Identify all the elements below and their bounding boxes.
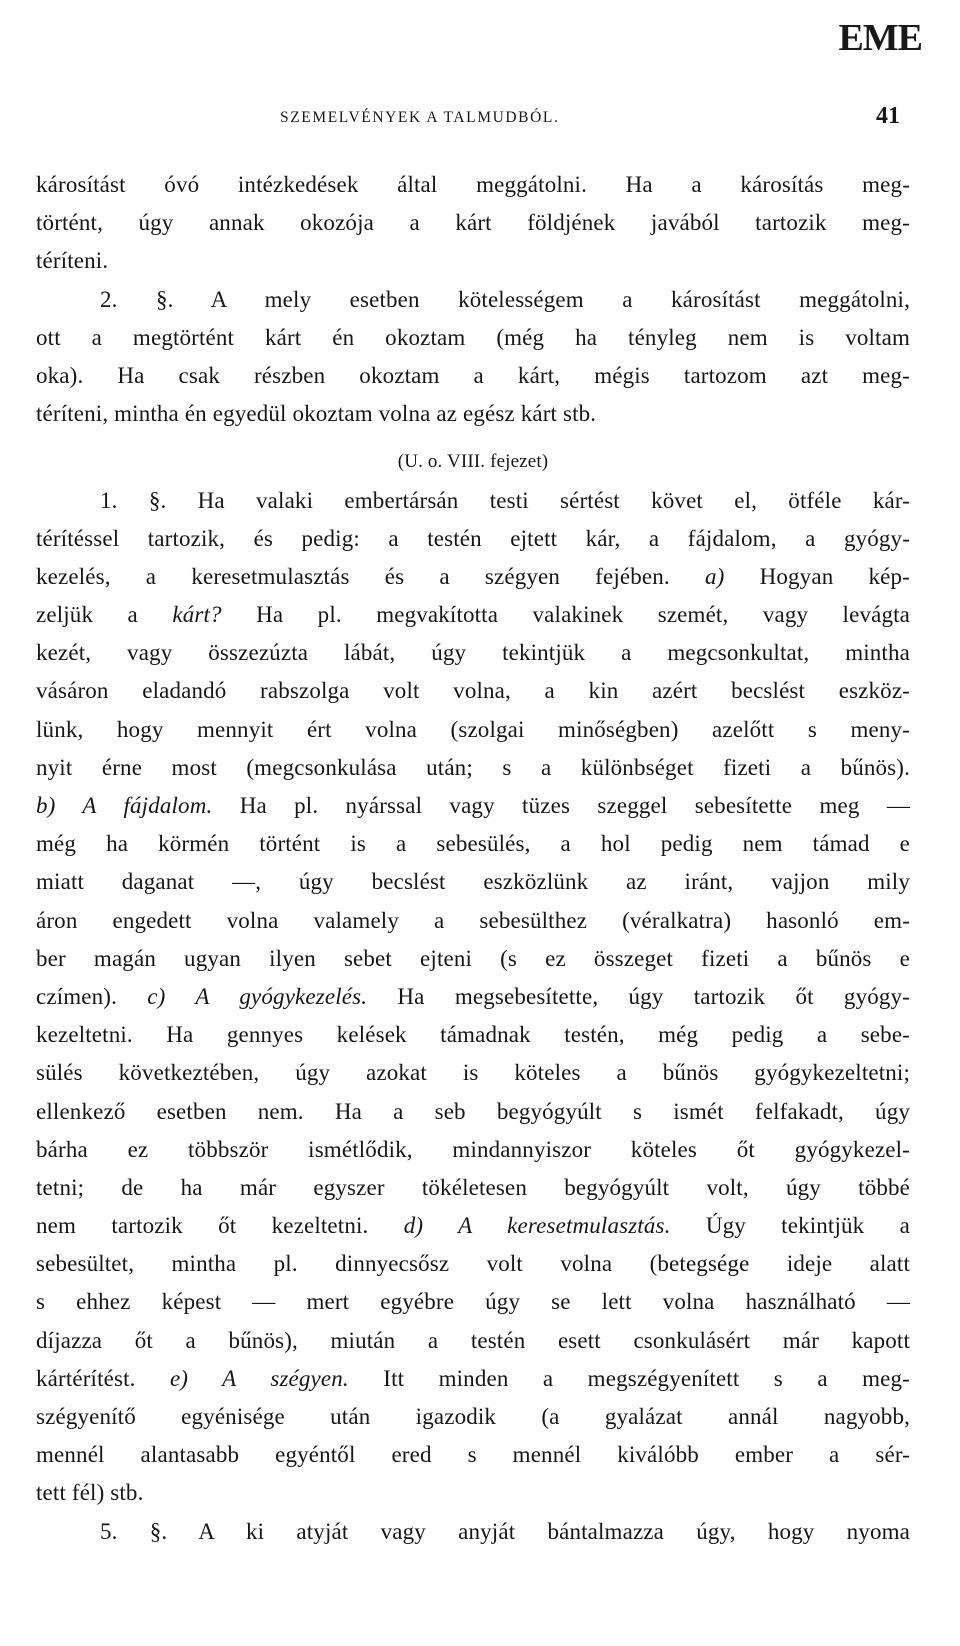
text-line (36, 1207, 910, 1245)
text-line: ellenkező esetben nem. Ha a seb begyógyúlt s ismét felfakadt, úgy (36, 1098, 910, 1124)
body-text (36, 166, 910, 1551)
italic-heading: c) A gyógykezelés. (147, 983, 368, 1009)
text-line (36, 596, 910, 634)
running-title: SZEMELVÉNYEK A TALMUDBÓL. (280, 109, 560, 126)
page-number: 41 (876, 103, 900, 129)
text-line: lünk, hogy mennyit ért volna (szolgai minőségben) azelőtt s meny- (36, 716, 910, 742)
list-marker: a) (704, 563, 725, 589)
line-text: Ha pl. megvakította valakinek szemét, vagy levágta (256, 602, 911, 628)
italic-heading: e) A szégyen. (169, 1365, 349, 1391)
text-line: kezeltetni. Ha gennyes kelések támadnak testén, még pedig a sebe- (36, 1022, 910, 1048)
text-line: s ehhez képest — mert egyébre úgy se lett volna használható — (36, 1289, 910, 1315)
text-line: mennél alantasabb egyéntől ered s mennél kiválóbb ember a sér- (36, 1442, 910, 1468)
source-citation: (U. o. VIII. fejezet) (397, 451, 549, 473)
text-line: téríteni, mintha én egyedül okoztam volna az egész kárt stb. (36, 401, 597, 427)
italic-heading: kárt? (172, 602, 222, 628)
text-line: tett fél) stb. (36, 1480, 144, 1506)
text-line: áron engedett volna valamely a sebesülthez (véralkatra) hasonló em- (36, 907, 910, 933)
text-line: térítéssel tartozik, és pedig: a testén ejtett kár, a fájdalom, a gyógy- (36, 525, 910, 551)
text-line: kezét, vagy összezúzta lábát, úgy tekintjük a megcsonkultat, mintha (36, 640, 910, 666)
text-line: 5. §. A ki atyját vagy anyját bántalmazza úgy, hogy nyoma (100, 1518, 910, 1544)
line-text: Hogyan kép- (759, 563, 910, 589)
text-line: károsítást óvó intézkedések által meggátolni. Ha a károsítás meg- (36, 172, 910, 197)
text-line: vásáron eladandó rabszolga volt volna, a kin azért becslést eszköz- (36, 678, 910, 704)
text-line (36, 558, 910, 596)
text-line: miatt daganat —, úgy becslést eszközlünk az iránt, vajjon mily (36, 869, 910, 895)
line-text: nem tartozik őt kezeltetni. (36, 1213, 369, 1239)
text-line: téríteni. (36, 248, 109, 274)
text-line: ott a megtörtént kárt én okoztam (még ha tényleg nem is voltam (36, 324, 910, 350)
text-line (36, 1360, 910, 1398)
italic-heading: b) A fájdalom. (36, 793, 213, 818)
text-line: nyit érne most (megcsonkulása után; s a különbséget fizeti a bűnös). (36, 754, 910, 780)
line-text: Ha megsebesítette, úgy tartozik őt gyógy- (397, 983, 910, 1009)
text-line: szégyenítő egyénisége után igazodik (a gyalázat annál nagyobb, (36, 1404, 910, 1429)
text-line: tetni; de ha már egyszer tökéletesen begyógyúlt volt, úgy többé (36, 1174, 910, 1200)
text-line: 1. §. Ha valaki embertársán testi sértést követ el, ötféle kár- (100, 487, 910, 513)
line-text: zeljük a (36, 602, 138, 628)
italic-heading: d) A keresetmulasztás. (403, 1213, 671, 1239)
text-line: ber magán ugyan ilyen sebet ejteni (s ez összeget fizeti a bűnös e (36, 945, 910, 971)
text-line: történt, úgy annak okozója a kárt földjének javából tartozik meg- (36, 210, 910, 236)
text-line (36, 978, 910, 1016)
line-text: kezelés, a keresetmulasztás és a szégyen fejében. (36, 563, 670, 589)
text-line: még ha körmén történt is a sebesülés, a hol pedig nem támad e (36, 831, 910, 857)
line-text: Itt minden a megszégyenített s a meg- (383, 1365, 910, 1391)
text-line: oka). Ha csak részben okoztam a kárt, mégis tartozom azt meg- (36, 362, 910, 388)
text-line: sülés következtében, úgy azokat is köteles a bűnös gyógykezeltetni; (36, 1060, 910, 1086)
text-line: díjazza őt a bűnös), miután a testén esett csonkulásért már kapott (36, 1327, 910, 1353)
text-line (36, 787, 910, 825)
line-text: czímen). (36, 983, 118, 1009)
text-line: sebesültet, mintha pl. dinnyecsősz volt volna (betegsége ideje alatt (36, 1251, 910, 1277)
publisher-logo: EME (838, 17, 922, 59)
text-line: 2. §. A mely esetben kötelességem a károsítást meggátolni, (100, 286, 910, 312)
line-text: Ha pl. nyárssal vagy tüzes szeggel sebesítette meg — (239, 793, 911, 818)
text-line: bárha ez többször ismétlődik, mindannyiszor köteles őt gyógykezel- (36, 1136, 910, 1162)
line-text: kártérítést. (36, 1365, 136, 1391)
line-text: Úgy tekintjük a (705, 1213, 910, 1239)
